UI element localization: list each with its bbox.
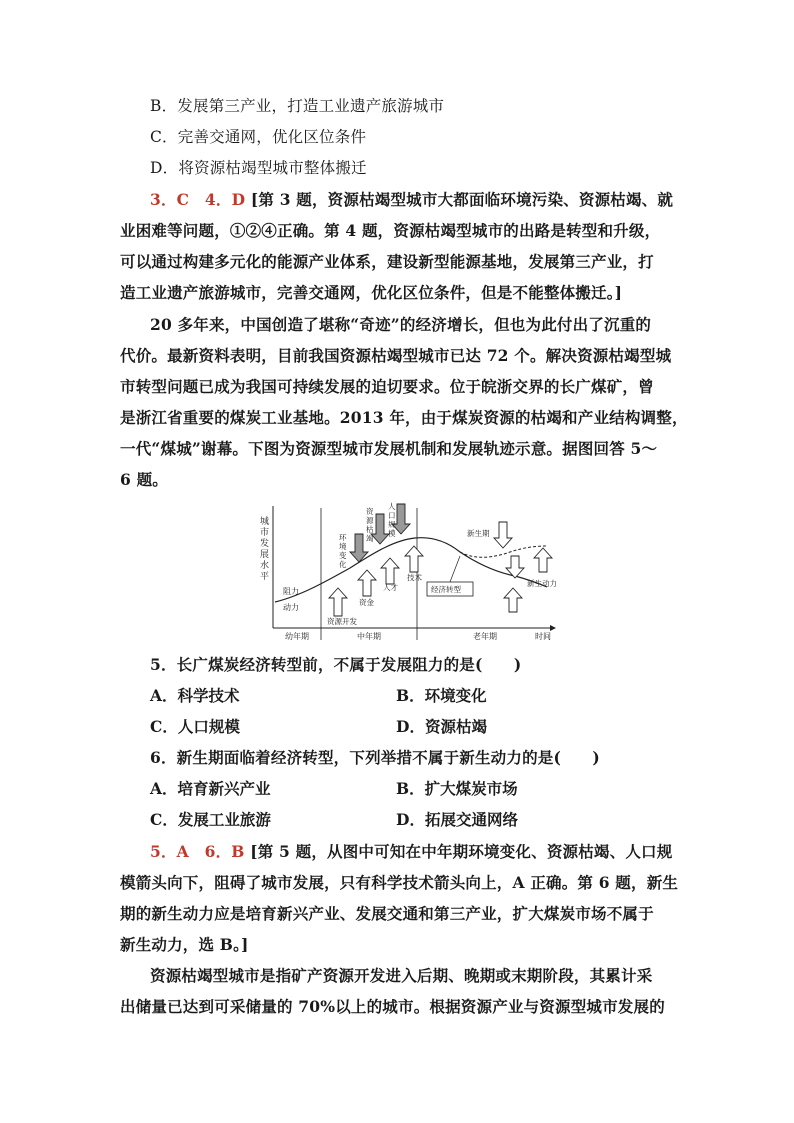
q5-stem: 5．长广煤炭经济转型前，不属于发展阻力的是( )	[150, 655, 522, 674]
option-d-prev: D．将资源枯竭型城市整体搬迁	[150, 159, 367, 177]
x-axis-label: 时间	[535, 632, 551, 641]
answer-34-label: 3．C 4．D	[150, 190, 246, 209]
svg-text:枯: 枯	[366, 525, 374, 534]
new-period-label: 新生期	[467, 529, 490, 538]
intro-line-1: 20 多年来，中国创造了堪称“奇迹”的经济增长，但也为此付出了沉重的	[150, 315, 652, 334]
q6-option-a: A．培育新兴产业	[150, 779, 271, 798]
env-change-label	[339, 533, 347, 569]
svg-text:变: 变	[339, 551, 347, 560]
outro-line-2: 出储量已达到可采储量的 70%以上的城市。根据资源产业与资源型城市发展的	[120, 997, 665, 1016]
q6-stem: 6．新生期面临着经济转型，下列举措不属于新生动力的是( )	[150, 748, 600, 767]
intro-line-3: 市转型问题已成为我国可持续发展的迫切要求。位于皖浙交界的长广煤矿，曾	[120, 377, 654, 396]
stage-old: 老年期	[473, 632, 497, 641]
outro-line-1: 资源枯竭型城市是指矿产资源开发进入后期、晚期或末期阶段，其累计采	[150, 966, 653, 985]
svg-text:发: 发	[260, 539, 270, 549]
talent-arrow	[381, 558, 399, 584]
q6-option-b: B．扩大煤炭市场	[396, 779, 518, 798]
intro-line-6: 6 题。	[120, 470, 168, 489]
svg-text:展: 展	[260, 550, 270, 560]
power-label: 动力	[283, 603, 299, 612]
q6-option-c: C．发展工业旅游	[150, 810, 271, 829]
city-development-figure	[255, 500, 575, 645]
new-power-label: 新生动力	[527, 579, 557, 588]
q6-option-d: D．拓展交通网络	[396, 810, 518, 829]
svg-text:资: 资	[366, 507, 374, 516]
stage-middle: 中年期	[357, 632, 381, 641]
tech-arrow	[405, 546, 423, 572]
answer-56-label: 5．A 6．B	[150, 842, 245, 861]
answer-56-line-1	[150, 842, 672, 862]
answer-56-text-1: [第 5 题，从图中可知在中年期环境变化、资源枯竭、人口规	[250, 842, 673, 861]
stage-young: 幼年期	[285, 632, 309, 641]
svg-text:规: 规	[388, 520, 396, 529]
svg-text:模: 模	[388, 529, 396, 538]
new-power-arrow-up-1	[504, 588, 522, 612]
svg-text:化: 化	[339, 560, 347, 569]
svg-text:源: 源	[366, 516, 374, 525]
answer-56-line-4: 新生动力，选 B。]	[120, 935, 249, 954]
answer-34-line-4: 造工业遗产旅游城市，完善交通网，优化区位条件，但是不能整体搬迁。]	[120, 283, 623, 302]
q5-option-a: A．科学技术	[150, 686, 240, 705]
svg-text:城: 城	[260, 517, 270, 527]
answer-56-line-3: 期的新生动力应是培育新兴产业、发展交通和第三产业，扩大煤炭市场不属于	[120, 904, 654, 923]
q5-option-d: D．资源枯竭	[396, 717, 487, 736]
y-axis-label	[260, 515, 269, 582]
transition-pointer	[450, 556, 460, 582]
answer-34-line-3: 可以通过构建多元化的能源产业体系，建设新型能源基地，发展第三产业，打	[120, 252, 654, 271]
svg-text:竭: 竭	[366, 534, 374, 543]
resistance-label: 阻力	[283, 587, 299, 596]
capital-label: 资金	[359, 598, 374, 607]
q5-option-b: B．环境变化	[396, 686, 487, 705]
option-b-prev: B．发展第三产业，打造工业遗产旅游城市	[150, 97, 445, 115]
answer-34-text-1: [第 3 题，资源枯竭型城市大都面临环境污染、资源枯竭、就	[250, 190, 674, 209]
resource-dev-label: 资源开发	[327, 617, 357, 626]
new-power-arrow-up-2	[534, 548, 552, 572]
option-c-prev: C．完善交通网，优化区位条件	[150, 128, 367, 146]
tech-label: 技术	[407, 573, 422, 582]
intro-line-4: 是浙江省重要的煤炭工业基地。2013 年，由于煤炭资源的枯竭和产业结构调整，	[120, 408, 688, 427]
svg-text:平: 平	[260, 572, 270, 582]
svg-text:口: 口	[388, 511, 396, 520]
svg-text:境: 境	[339, 542, 347, 551]
depletion-arrow	[371, 514, 389, 544]
answer-34-line-2: 业困难等问题，①②④正确。第 4 题，资源枯竭型城市的出路是转型和升级，	[120, 221, 661, 240]
answer-34-line-1	[150, 190, 673, 210]
depletion-label	[366, 506, 374, 543]
transition-label: 经济转型	[431, 585, 461, 594]
resource-dev-arrow	[329, 588, 347, 616]
svg-text:市: 市	[260, 528, 270, 538]
svg-text:水: 水	[260, 561, 270, 571]
q5-option-c: C．人口规模	[150, 717, 240, 736]
intro-line-5: 一代“煤城”谢幕。下图为资源型城市发展机制和发展轨迹示意。据图回答 5～	[120, 439, 658, 458]
svg-text:人: 人	[388, 502, 396, 511]
new-period-arrow-down-1	[494, 522, 512, 548]
intro-line-2: 代价。最新资料表明，目前我国资源枯竭型城市已达 72 个。解决资源枯竭型城	[120, 346, 672, 365]
answer-56-line-2: 模箭头向下，阻碍了城市发展，只有科学技术箭头向上，A 正确。第 6 题，新生	[120, 873, 679, 892]
talent-label: 人才	[383, 583, 398, 592]
svg-text:环: 环	[339, 533, 347, 542]
capital-arrow	[358, 570, 376, 596]
population-label	[388, 501, 396, 538]
